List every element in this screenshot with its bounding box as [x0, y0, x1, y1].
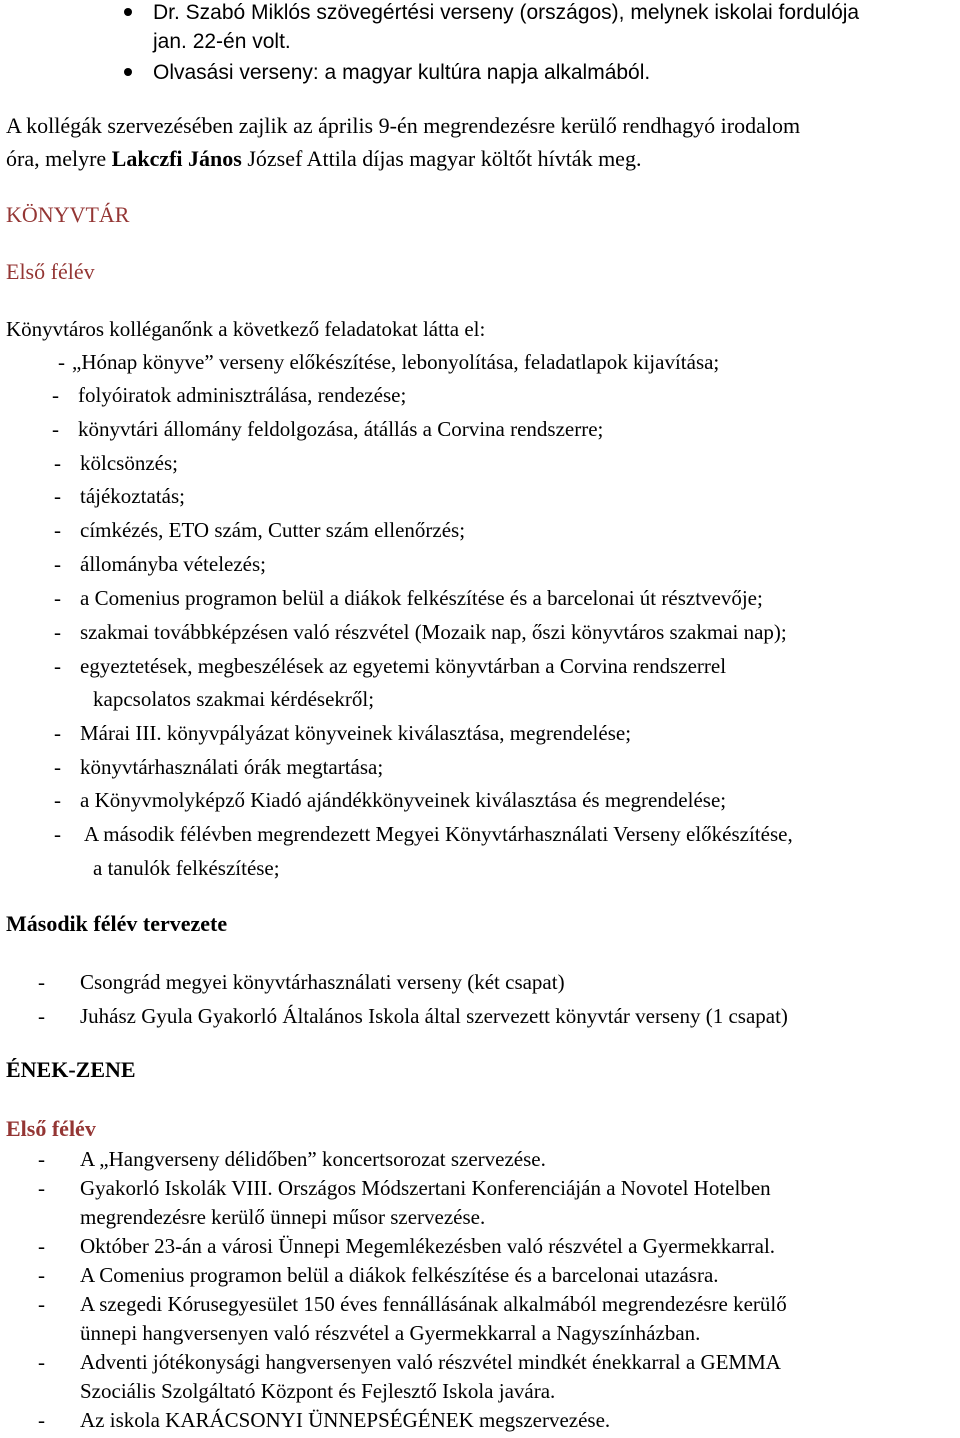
library-task-item: kapcsolatos szakmai kérdésekről; [93, 687, 375, 711]
list-dash: - [38, 1176, 45, 1200]
library-task-item: állományba vételezés; [80, 552, 266, 576]
library-task-item: a Comenius programon belül a diákok felkészítése és a barcelonai út résztvevője; [80, 586, 763, 610]
music-item: megrendezésre kerülő ünnepi műsor szervezése. [80, 1205, 486, 1229]
bullet-icon [124, 68, 132, 76]
music-item: A szegedi Kórusegyesület 150 éves fennállásának alkalmából megrendezésre kerülő [80, 1292, 787, 1316]
bullet-item [124, 60, 132, 86]
intro-text: József Attila díjas magyar költőt hívták meg. [241, 146, 642, 171]
list-dash: - [54, 484, 61, 508]
list-dash: - [54, 586, 61, 610]
bullet-item [124, 0, 132, 26]
library-task-item: A második félévben megrendezett Megyei Könyvtárhasználati Verseny előkészítése, [84, 822, 793, 846]
library-task-item: kölcsönzés; [80, 451, 178, 475]
library-task-item: könyvtárhasználati órák megtartása; [80, 755, 384, 779]
list-dash: - [54, 552, 61, 576]
music-item: A „Hangverseny délidőben” koncertsorozat szervezése. [80, 1147, 546, 1171]
library-task-item: folyóiratok adminisztrálása, rendezése; [78, 383, 407, 407]
list-dash: - [38, 1234, 45, 1258]
list-dash: - [54, 620, 61, 644]
list-dash: - [38, 1004, 45, 1028]
bullet-text: Olvasási verseny: a magyar kultúra napja alkalmából. [153, 61, 651, 84]
library-task-item: könyvtári állomány feldolgozása, átállás a Corvina rendszerre; [78, 417, 604, 441]
list-dash: - [54, 518, 61, 542]
second-semester-plan-item: Juhász Gyula Gyakorló Általános Iskola által szervezett könyvtár verseny (1 csapat) [80, 1004, 788, 1028]
music-item: Az iskola KARÁCSONYI ÜNNEPSÉGÉNEK megszervezése. [80, 1408, 611, 1432]
library-task-item: szakmai továbbképzésen való részvétel (Mozaik nap, őszi könyvtáros szakmai nap); [80, 620, 787, 644]
library-task-item: a tanulók felkészítése; [93, 856, 280, 880]
list-dash: - [58, 350, 65, 374]
section-heading-enek-zene: ÉNEK-ZENE [6, 1057, 136, 1082]
list-dash: - [52, 383, 59, 407]
library-task-item: a Könyvmolyképző Kiadó ajándékkönyveinek kiválasztása és megrendelése; [80, 788, 727, 812]
list-dash: - [38, 1350, 45, 1374]
library-task-item: „Hónap könyve” verseny előkészítése, lebonyolítása, feladatlapok kijavítása; [72, 350, 720, 374]
second-semester-plan-item: Csongrád megyei könyvtárhasználati verseny (két csapat) [80, 970, 565, 994]
library-task-item: tájékoztatás; [80, 484, 185, 508]
intro-paragraph-line: A kollégák szervezésében zajlik az április 9-én megrendezésre kerülő rendhagyó irodalom [6, 113, 801, 138]
bullet-continuation: jan. 22-én volt. [153, 30, 291, 53]
poet-name: Lakczfi János [111, 146, 242, 171]
bullet-text: Dr. Szabó Miklós szövegértési verseny (országos), melynek iskolai fordulója [153, 1, 860, 24]
subheading-first-semester: Első félév [6, 1116, 96, 1141]
list-dash: - [38, 970, 45, 994]
list-dash: - [52, 417, 59, 441]
intro-paragraph-line [6, 146, 641, 172]
music-item: Szociális Szolgáltató Központ és Fejlesztő Iskola javára. [80, 1379, 556, 1403]
list-dash: - [54, 654, 61, 678]
intro-text: óra, melyre [6, 146, 112, 171]
library-task-item: címkézés, ETO szám, Cutter szám ellenőrzés; [80, 518, 466, 542]
list-dash: - [54, 755, 61, 779]
library-task-item: Márai III. könyvpályázat könyveinek kiválasztása, megrendelése; [80, 721, 632, 745]
list-dash: - [38, 1147, 45, 1171]
subheading-second-semester: Második félév tervezete [6, 911, 228, 936]
music-item: Gyakorló Iskolák VIII. Országos Módszertani Konferenciáján a Novotel Hotelben [80, 1176, 771, 1200]
library-intro: Könyvtáros kolléganőnk a következő feladatokat látta el: [6, 317, 486, 341]
music-item: A Comenius programon belül a diákok felkészítése és a barcelonai utazásra. [80, 1263, 719, 1287]
bullet-icon [124, 8, 132, 16]
music-item: ünnepi hangversenyen való részvétel a Gyermekkarral a Nagyszínházban. [80, 1321, 701, 1345]
list-dash: - [54, 788, 61, 812]
list-dash: - [38, 1408, 45, 1432]
list-dash: - [54, 721, 61, 745]
section-heading-konyvtar: KÖNYVTÁR [6, 202, 130, 227]
subheading-first-semester: Első félév [6, 259, 95, 284]
music-item: Adventi jótékonysági hangversenyen való részvétel mindkét énekkarral a GEMMA [80, 1350, 781, 1374]
library-task-item: egyeztetések, megbeszélések az egyetemi könyvtárban a Corvina rendszerrel [80, 654, 727, 678]
list-dash: - [38, 1292, 45, 1316]
list-dash: - [38, 1263, 45, 1287]
music-item: Október 23-án a városi Ünnepi Megemlékezésben való részvétel a Gyermekkarral. [80, 1234, 776, 1258]
list-dash: - [54, 822, 61, 846]
list-dash: - [54, 451, 61, 475]
